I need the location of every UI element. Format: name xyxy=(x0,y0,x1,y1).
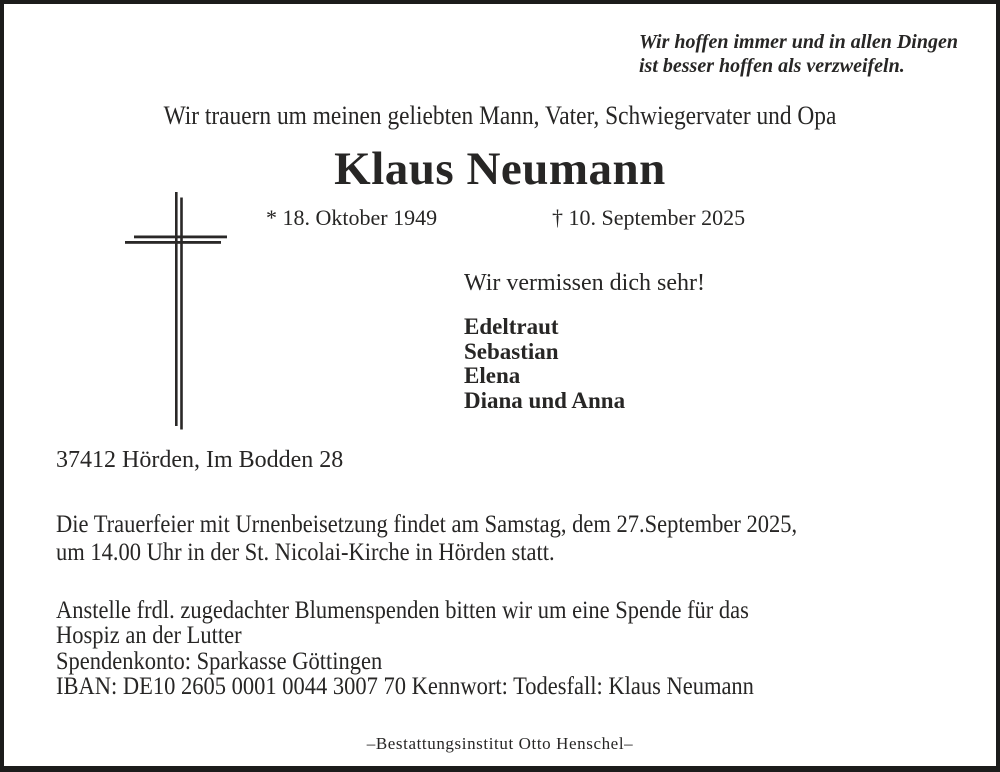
donation-line-2: Hospiz an der Lutter xyxy=(56,622,242,650)
funeral-line-1: Die Trauerfeier mit Urnenbeisetzung findet am Samstag, dem 27.September 2025, xyxy=(56,511,798,538)
donation-iban: IBAN: DE10 2605 0001 0044 3007 70 Kennwort: Todesfall: Klaus Neumann xyxy=(56,672,754,700)
intro-line: Wir trauern um meinen geliebten Mann, Vater, Schwiegervater und Opa xyxy=(163,101,837,130)
motto-quote xyxy=(639,30,958,78)
motto-line-1: Wir hoffen immer und in allen Dingen xyxy=(639,31,958,53)
donation-info xyxy=(56,598,754,699)
funeral-home-credit: –Bestattungsinstitut Otto Henschel– xyxy=(366,734,634,753)
address-line: 37412 Hörden, Im Bodden 28 xyxy=(56,447,344,473)
donation-account: Spendenkonto: Sparkasse Göttingen xyxy=(56,647,383,675)
funeral-info xyxy=(56,511,797,566)
farewell-line: Wir vermissen dich sehr! xyxy=(464,270,705,296)
cross-icon xyxy=(122,188,232,433)
mourner-name: Sebastian xyxy=(464,338,559,364)
mourner-name: Diana und Anna xyxy=(464,387,626,413)
deceased-name: Klaus Neumann xyxy=(334,143,666,195)
mourner-name: Elena xyxy=(464,363,521,389)
funeral-line-2: um 14.00 Uhr in der St. Nicolai-Kirche in Hörden statt. xyxy=(56,538,555,566)
mourners-list xyxy=(464,315,625,413)
donation-line-1: Anstelle frdl. zugedachter Blumenspenden bitten wir um eine Spende für das xyxy=(56,597,749,624)
death-date: † 10. September 2025 xyxy=(552,205,746,230)
birth-date: * 18. Oktober 1949 xyxy=(266,205,438,230)
mourner-name: Edeltraut xyxy=(464,314,559,339)
motto-line-2: ist besser hoffen als verzweifeln. xyxy=(639,55,905,77)
